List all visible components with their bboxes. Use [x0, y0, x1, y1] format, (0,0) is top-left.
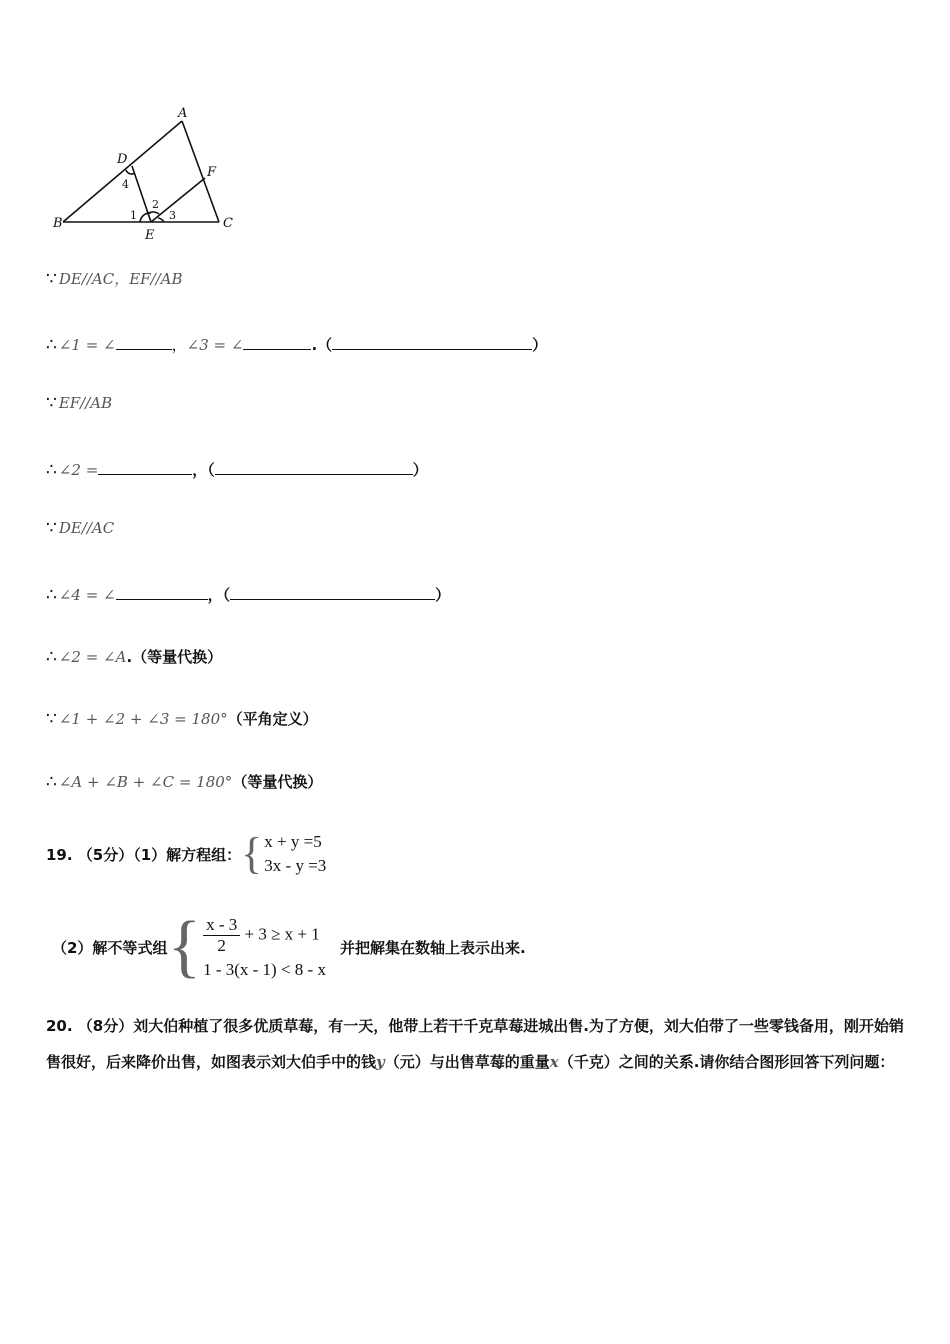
label-e: E: [145, 228, 155, 243]
inequality-1-rest: + 3 ≥ x + 1: [244, 923, 320, 943]
proof-reason: （平角定义）: [227, 710, 318, 728]
separator: ，（: [192, 461, 215, 479]
var-x: x: [549, 1053, 559, 1071]
question-19-part-2: [52, 908, 526, 985]
question-20: [46, 1008, 908, 1080]
separator: .（: [311, 336, 333, 354]
proof-reason: （等量代换）: [232, 773, 323, 791]
proof-line-9: [46, 771, 322, 792]
question-20-text: （千克）之间的关系.请你结合图形回答下列问题：: [558, 1053, 895, 1071]
separator: ，（: [207, 586, 231, 604]
equation-2: 3x - y =3: [264, 856, 327, 875]
fraction-denominator: 2: [217, 935, 226, 955]
question-20-text: 20. （8分）刘大伯种植了很多优质草莓，有一天，他带上若干千克草莓进城出售.为了方便，刘大伯带了一些零钱备用，刚开始销售很好，后来降价出售，如图表示刘大伯手中的钱: [46, 1017, 904, 1071]
proof-line-6: [46, 584, 450, 605]
answer-blank[interactable]: [243, 335, 311, 350]
proof-line-7: [46, 646, 222, 667]
proof-math: ∠3 = ∠: [186, 336, 244, 354]
question-20-text: （元）与出售草莓的重量: [384, 1053, 550, 1071]
because-symbol: ∵: [46, 518, 57, 538]
therefore-symbol: ∴: [46, 460, 57, 480]
therefore-symbol: ∴: [46, 772, 57, 792]
var-y: y: [376, 1053, 385, 1071]
close-paren: ）: [532, 336, 548, 354]
answer-blank[interactable]: [116, 335, 172, 350]
label-a: A: [178, 106, 188, 121]
question-19-part-1: [46, 829, 327, 878]
answer-blank[interactable]: [98, 460, 192, 475]
proof-math: ∠1 + ∠2 + ∠3 = 180°: [58, 710, 228, 728]
proof-line-3: [46, 393, 112, 413]
separator: ，: [171, 336, 187, 354]
reason-blank[interactable]: [230, 585, 435, 600]
inequality-system: { $\frac{x - 3}{2}$ + 3 ≥ x + 1 1 - 3(x - 1) < 8 - x: [167, 908, 326, 985]
because-symbol: ∵: [46, 269, 57, 289]
proof-reason: .（等量代换）: [126, 648, 223, 666]
equation-1: x + y =5: [264, 832, 322, 851]
label-b: B: [53, 216, 63, 231]
angle-3-label: 3: [169, 209, 176, 222]
part-2-label: （2）解不等式组: [52, 938, 168, 957]
proof-math: ∠A + ∠B + ∠C = 180°: [58, 773, 233, 791]
question-19-prefix: 19. （5分）（1）解方程组：: [46, 845, 242, 864]
therefore-symbol: ∴: [46, 647, 57, 667]
proof-math: EF//AB: [58, 394, 113, 412]
close-paren: ）: [412, 461, 428, 479]
triangle-figure: [0, 0, 260, 250]
proof-line-8: [46, 708, 318, 729]
proof-math: DE//AC: [58, 519, 115, 537]
reason-blank[interactable]: [215, 460, 413, 475]
close-paren: ）: [435, 586, 451, 604]
label-d: D: [117, 152, 128, 167]
angle-1-label: 1: [130, 209, 137, 222]
inequality-2: 1 - 3(x - 1) < 8 - x: [203, 959, 326, 979]
angle-2-label: 2: [152, 198, 159, 211]
proof-line-2: [46, 334, 547, 355]
fraction-numerator: x - 3: [203, 915, 240, 936]
proof-line-5: [46, 518, 114, 538]
proof-line-1: [46, 268, 183, 289]
part-2-suffix: 并把解集在数轴上表示出来.: [339, 938, 526, 957]
because-symbol: ∵: [46, 709, 57, 729]
proof-math: ∠2 =: [58, 461, 99, 479]
label-c: C: [223, 216, 233, 231]
because-symbol: ∵: [46, 393, 57, 413]
proof-math: ∠1 = ∠: [58, 336, 116, 354]
therefore-symbol: ∴: [46, 585, 57, 605]
label-f: F: [207, 165, 217, 180]
proof-math: DE//AC，EF//AB: [58, 270, 183, 288]
angle-4-label: 4: [122, 178, 129, 191]
reason-blank[interactable]: [332, 335, 532, 350]
proof-line-4: [46, 459, 428, 480]
therefore-symbol: ∴: [46, 335, 57, 355]
answer-blank[interactable]: [116, 585, 208, 600]
equation-system: { x + y =5 3x - y =3: [241, 829, 327, 878]
proof-math: ∠2 = ∠A: [58, 648, 127, 666]
proof-math: ∠4 = ∠: [58, 586, 116, 604]
